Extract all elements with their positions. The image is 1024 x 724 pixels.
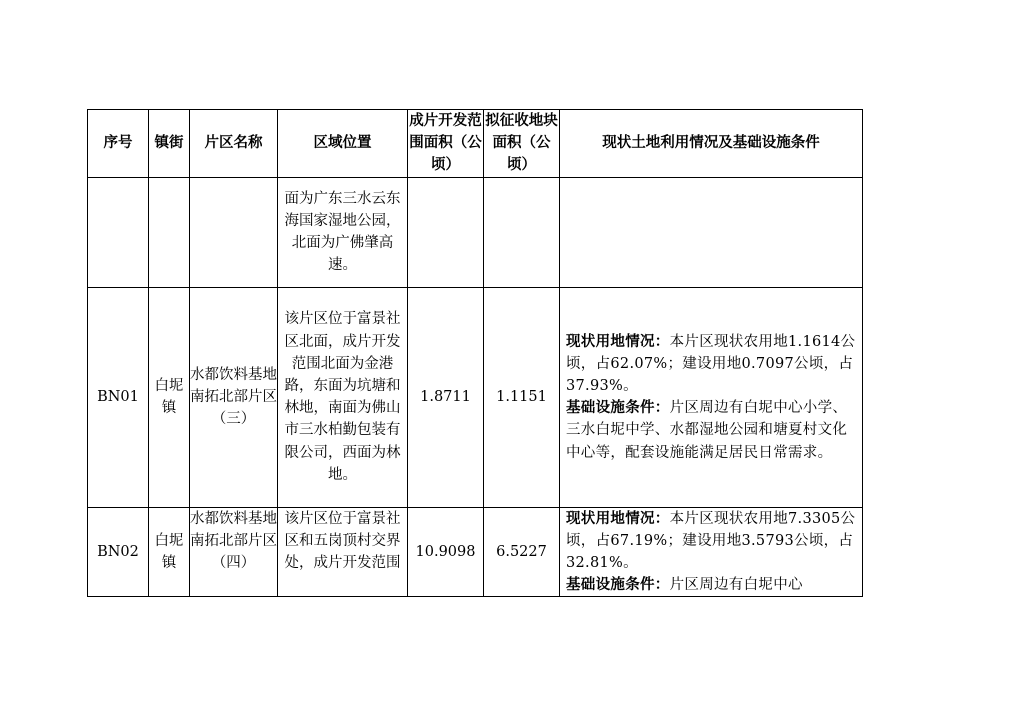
header-town: 镇街	[149, 110, 190, 178]
cell-acq-area	[484, 177, 560, 287]
land-use-table	[87, 109, 863, 597]
header-location: 区域位置	[278, 110, 408, 178]
cell-status	[560, 507, 863, 597]
land-status-label: 现状用地情况：	[566, 510, 670, 527]
table-row	[88, 507, 863, 597]
table-row	[88, 177, 863, 287]
land-status-text: 本片区现状农用地1.1614公顷，占62.07%；建设用地0.7097公顷，占37.93%。	[566, 333, 856, 394]
cell-acq-area: 1.1151	[484, 287, 560, 507]
cell-area-name: 水都饮料基地南拓北部片区（四）	[190, 507, 278, 597]
header-area-name: 片区名称	[190, 110, 278, 178]
land-status-label: 现状用地情况：	[566, 333, 670, 350]
cell-location: 面为广东三水云东海国家湿地公园，北面为广佛肇高速。	[278, 177, 408, 287]
cell-town: 白坭镇	[149, 287, 190, 507]
cell-dev-area: 10.9098	[408, 507, 484, 597]
cell-town	[149, 177, 190, 287]
header-acq-area: 拟征收地块面积（公顷）	[484, 110, 560, 178]
header-dev-area: 成片开发范围面积（公顷）	[408, 110, 484, 178]
cell-location: 该片区位于富景社区和五岗顶村交界处，成片开发范围	[278, 507, 408, 597]
land-status-text: 本片区现状农用地7.3305公顷，占67.19%；建设用地3.5793公顷，占32.81%。	[566, 510, 856, 572]
infra-label: 基础设施条件：	[566, 400, 670, 417]
infra-text: 片区周边有白坭中心小学、三水白坭中学、水都湿地公园和塘夏村文化中心等，配套设施能满足居民日常需求。	[566, 400, 848, 461]
table-row	[88, 287, 863, 507]
cell-acq-area: 6.5227	[484, 507, 560, 597]
cell-status	[560, 177, 863, 287]
infra-text: 片区周边有白坭中心	[669, 577, 803, 594]
cell-seq	[88, 177, 149, 287]
cell-area-name: 水都饮料基地南拓北部片区（三）	[190, 287, 278, 507]
table-header-row	[88, 110, 863, 178]
header-seq: 序号	[88, 110, 149, 178]
cell-seq: BN01	[88, 287, 149, 507]
infra-label: 基础设施条件：	[566, 577, 670, 594]
cell-location: 该片区位于富景社区北面，成片开发范围北面为金港路，东面为坑塘和林地，南面为佛山市三水柏勤包装有限公司，西面为林地。	[278, 287, 408, 507]
cell-dev-area: 1.8711	[408, 287, 484, 507]
header-status: 现状土地利用情况及基础设施条件	[560, 110, 863, 178]
cell-area-name	[190, 177, 278, 287]
cell-seq: BN02	[88, 507, 149, 597]
cell-status	[560, 287, 863, 507]
cell-town: 白坭镇	[149, 507, 190, 597]
cell-dev-area	[408, 177, 484, 287]
